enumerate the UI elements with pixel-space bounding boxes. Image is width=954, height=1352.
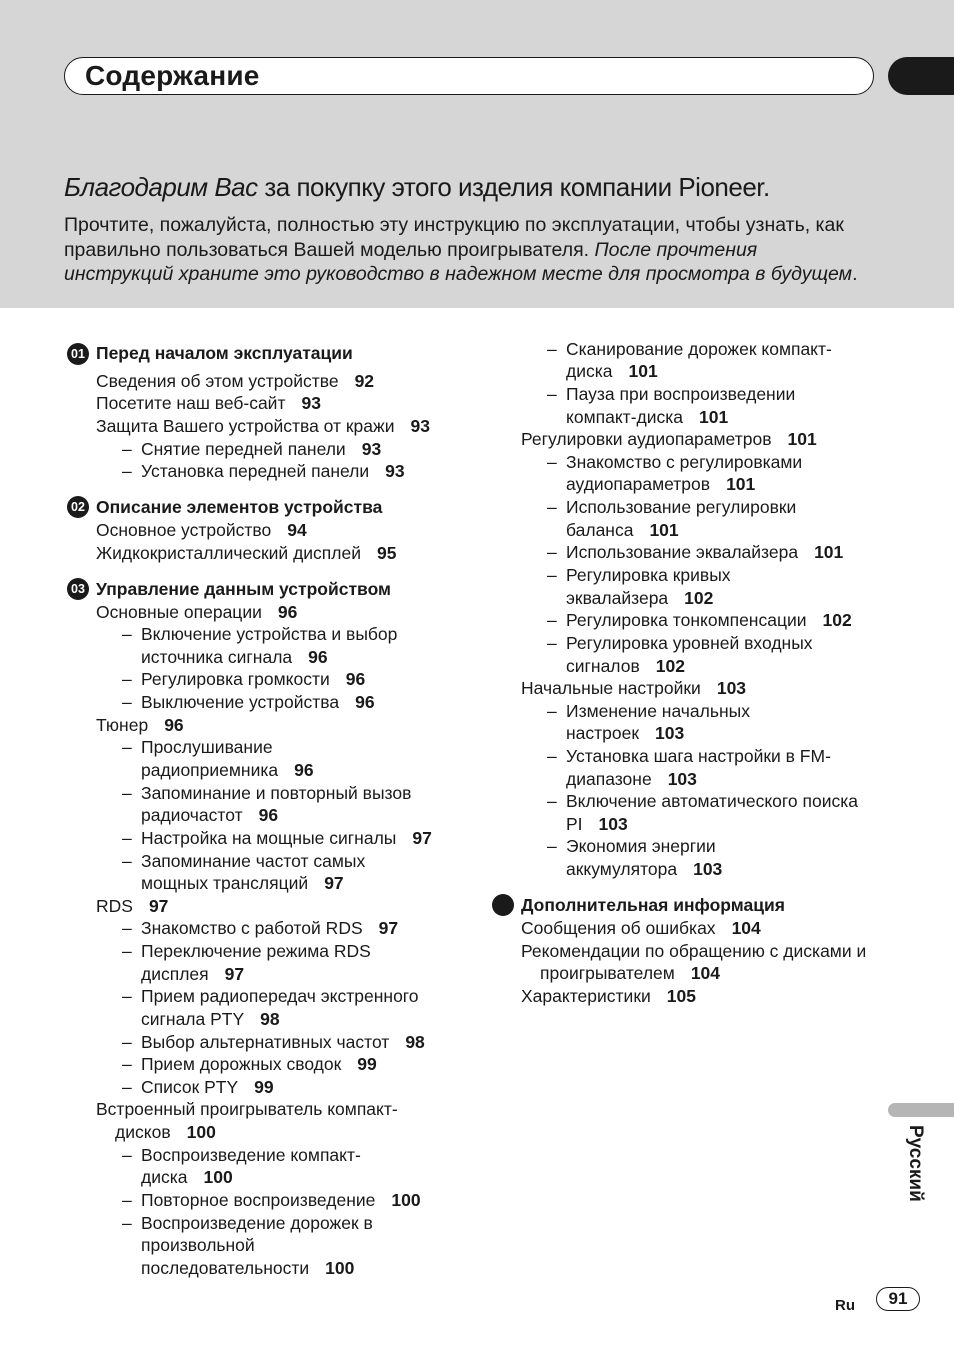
- dash-marker: –: [122, 669, 132, 689]
- toc-subentry[interactable]: Выключение устройства 96: [141, 692, 375, 712]
- dash-marker: –: [122, 1190, 132, 1210]
- toc-entry-cont[interactable]: проигрывателем 104: [540, 963, 721, 983]
- toc-subentry[interactable]: Пауза при воспроизведении: [566, 384, 796, 404]
- toc-entry[interactable]: Жидкокристаллический дисплей 95: [96, 543, 397, 563]
- toc-subentry[interactable]: Повторное воспроизведение 100: [141, 1190, 421, 1210]
- toc-subentry-cont[interactable]: сигнала PTY 98: [141, 1009, 280, 1029]
- thanks-heading-rest: за покупку этого изделия компании Pioneer.: [257, 172, 770, 202]
- toc-subentry[interactable]: Регулировка тонкомпенсации 102: [566, 610, 852, 630]
- toc-subentry[interactable]: Запоминание частот самых: [141, 851, 366, 871]
- toc-subentry-cont[interactable]: дисплея 97: [141, 964, 245, 984]
- toc-subentry-cont[interactable]: баланса 101: [566, 520, 679, 540]
- toc-entry-cont[interactable]: дисков 100: [115, 1122, 216, 1142]
- toc-subentry-cont[interactable]: настроек 103: [566, 723, 685, 743]
- dash-marker: –: [122, 941, 132, 961]
- toc-entry[interactable]: Встроенный проигрыватель компакт-: [96, 1099, 398, 1119]
- toc-entry[interactable]: Начальные настройки 103: [521, 678, 747, 698]
- toc-section-title[interactable]: Перед началом эксплуатации: [96, 343, 353, 363]
- dash-marker: –: [122, 1077, 132, 1097]
- toc-entry[interactable]: Основные операции 96: [96, 602, 298, 622]
- dash-marker: –: [122, 1054, 132, 1074]
- dash-marker: –: [547, 836, 557, 856]
- dash-marker: –: [122, 461, 132, 481]
- toc-subentry-cont[interactable]: аккумулятора 103: [566, 859, 723, 879]
- language-label: Русский: [905, 1125, 926, 1202]
- dash-marker: –: [547, 746, 557, 766]
- toc-section-title[interactable]: Управление данным устройством: [96, 579, 391, 599]
- intro-text-italic: После прочтения: [594, 238, 758, 261]
- dash-marker: –: [547, 452, 557, 472]
- toc-subentry-cont[interactable]: произвольной: [141, 1235, 255, 1255]
- toc-subentry[interactable]: Воспроизведение компакт-: [141, 1145, 361, 1165]
- toc-subentry-cont[interactable]: аудиопараметров 101: [566, 474, 756, 494]
- toc-subentry[interactable]: Запоминание и повторный вызов: [141, 783, 412, 803]
- dash-marker: –: [122, 828, 132, 848]
- dash-marker: –: [122, 624, 132, 644]
- dash-marker: –: [122, 692, 132, 712]
- toc-section-title[interactable]: Дополнительная информация: [521, 895, 785, 915]
- toc-subentry-cont[interactable]: последовательности 100: [141, 1258, 355, 1278]
- intro-line: Прочтите, пожалуйста, полностью эту инструкцию по эксплуатации, чтобы узнать, как: [64, 214, 844, 236]
- toc-subentry[interactable]: Использование регулировки: [566, 497, 797, 517]
- toc-subentry[interactable]: Прослушивание: [141, 737, 273, 757]
- footer-language-code: Ru: [835, 1297, 855, 1314]
- dash-marker: –: [122, 1213, 132, 1233]
- toc-subentry-cont[interactable]: диска 100: [141, 1167, 233, 1187]
- dash-marker: –: [547, 565, 557, 585]
- toc-subentry-cont[interactable]: эквалайзера 102: [566, 588, 714, 608]
- toc-subentry[interactable]: Экономия энергии: [566, 836, 716, 856]
- toc-entry[interactable]: Основное устройство 94: [96, 520, 307, 540]
- toc-subentry-cont[interactable]: PI 103: [566, 814, 628, 834]
- toc-section-title[interactable]: Описание элементов устройства: [96, 497, 383, 517]
- toc-entry[interactable]: Регулировки аудиопараметров 101: [521, 429, 817, 449]
- dash-marker: –: [547, 384, 557, 404]
- toc-subentry[interactable]: Включение автоматического поиска: [566, 791, 859, 811]
- toc-entry[interactable]: Характеристики 105: [521, 986, 696, 1006]
- toc-subentry[interactable]: Знакомство с регулировками: [566, 452, 803, 472]
- intro-paragraph: [64, 213, 894, 287]
- toc-entry[interactable]: Посетите наш веб-сайт 93: [96, 393, 321, 413]
- dash-marker: –: [547, 701, 557, 721]
- dash-marker: –: [122, 439, 132, 459]
- dash-marker: –: [547, 339, 557, 359]
- toc-subentry-cont[interactable]: радиоприемника 96: [141, 760, 314, 780]
- toc-subentry-cont[interactable]: компакт-диска 101: [566, 407, 729, 427]
- toc-subentry[interactable]: Знакомство с работой RDS 97: [141, 918, 399, 938]
- toc-subentry-cont[interactable]: мощных трансляций 97: [141, 873, 344, 893]
- dash-marker: –: [122, 918, 132, 938]
- intro-text: .: [852, 263, 858, 285]
- dash-marker: –: [122, 986, 132, 1006]
- section-number-badge: 03: [67, 578, 89, 600]
- toc-entry[interactable]: Защита Вашего устройства от кражи 93: [96, 416, 430, 436]
- intro-line: [64, 238, 894, 263]
- toc-subentry-cont[interactable]: сигналов 102: [566, 656, 685, 676]
- toc-entry[interactable]: RDS 97: [96, 896, 169, 916]
- toc-subentry[interactable]: Воспроизведение дорожек в: [141, 1213, 373, 1233]
- dash-marker: –: [547, 791, 557, 811]
- toc-subentry[interactable]: Сканирование дорожек компакт-: [566, 339, 832, 359]
- page-number: 91: [876, 1287, 920, 1311]
- dash-marker: –: [547, 610, 557, 630]
- toc-subentry[interactable]: Прием дорожных сводок 99: [141, 1054, 377, 1074]
- toc-subentry-cont[interactable]: радиочастот 96: [141, 805, 279, 825]
- toc-subentry[interactable]: Изменение начальных: [566, 701, 750, 721]
- dash-marker: –: [547, 497, 557, 517]
- language-tab-marker: [888, 1103, 954, 1117]
- section-dot-badge: [492, 894, 514, 916]
- toc-subentry[interactable]: Переключение режима RDS: [141, 941, 371, 961]
- dash-marker: –: [122, 851, 132, 871]
- toc-subentry[interactable]: Регулировка уровней входных: [566, 633, 813, 653]
- toc-subentry[interactable]: Регулировка громкости 96: [141, 669, 366, 689]
- toc-entry[interactable]: Сообщения об ошибках 104: [521, 918, 761, 938]
- intro-text: правильно пользоваться Вашей моделью проигрывателя.: [64, 238, 595, 261]
- section-title-frame: [64, 57, 874, 95]
- toc-subentry[interactable]: Выбор альтернативных частот 98: [141, 1032, 425, 1052]
- toc-subentry[interactable]: Регулировка кривых: [566, 565, 731, 585]
- toc-entry[interactable]: Сведения об этом устройстве 92: [96, 371, 375, 391]
- toc-subentry[interactable]: Снятие передней панели 93: [141, 439, 382, 459]
- intro-line: [64, 262, 894, 287]
- toc-entry[interactable]: Рекомендации по обращению с дисками и: [521, 941, 867, 961]
- intro-text-italic: инструкций храните это руководство в надежном месте для просмотра в будущем: [64, 263, 853, 285]
- dash-marker: –: [547, 633, 557, 653]
- toc-subentry[interactable]: Использование эквалайзера 101: [566, 542, 844, 562]
- toc-subentry[interactable]: Установка шага настройки в FM-: [566, 746, 831, 766]
- toc-entry[interactable]: Тюнер 96: [96, 715, 184, 735]
- toc-subentry-cont[interactable]: диска 101: [566, 361, 658, 381]
- toc-subentry[interactable]: Прием радиопередач экстренного: [141, 986, 419, 1006]
- dash-marker: –: [547, 542, 557, 562]
- thanks-heading-italic: Благодарим Вас: [64, 172, 258, 202]
- title-tab-marker: [888, 57, 954, 95]
- dash-marker: –: [122, 737, 132, 757]
- toc-subentry-cont[interactable]: диапазоне 103: [566, 769, 697, 789]
- dash-marker: –: [122, 783, 132, 803]
- dash-marker: –: [122, 1032, 132, 1052]
- section-number-badge: 01: [67, 343, 89, 365]
- toc-subentry[interactable]: Настройка на мощные сигналы 97: [141, 828, 432, 848]
- dash-marker: –: [122, 1145, 132, 1165]
- toc-subentry[interactable]: Включение устройства и выбор: [141, 624, 398, 644]
- page-title: Содержание: [85, 60, 260, 91]
- thanks-heading: [64, 172, 770, 203]
- section-number-badge: 02: [67, 496, 89, 518]
- toc-subentry-cont[interactable]: источника сигнала 96: [141, 647, 328, 667]
- toc-subentry[interactable]: Установка передней панели 93: [141, 461, 405, 481]
- toc-subentry[interactable]: Список PTY 99: [141, 1077, 274, 1097]
